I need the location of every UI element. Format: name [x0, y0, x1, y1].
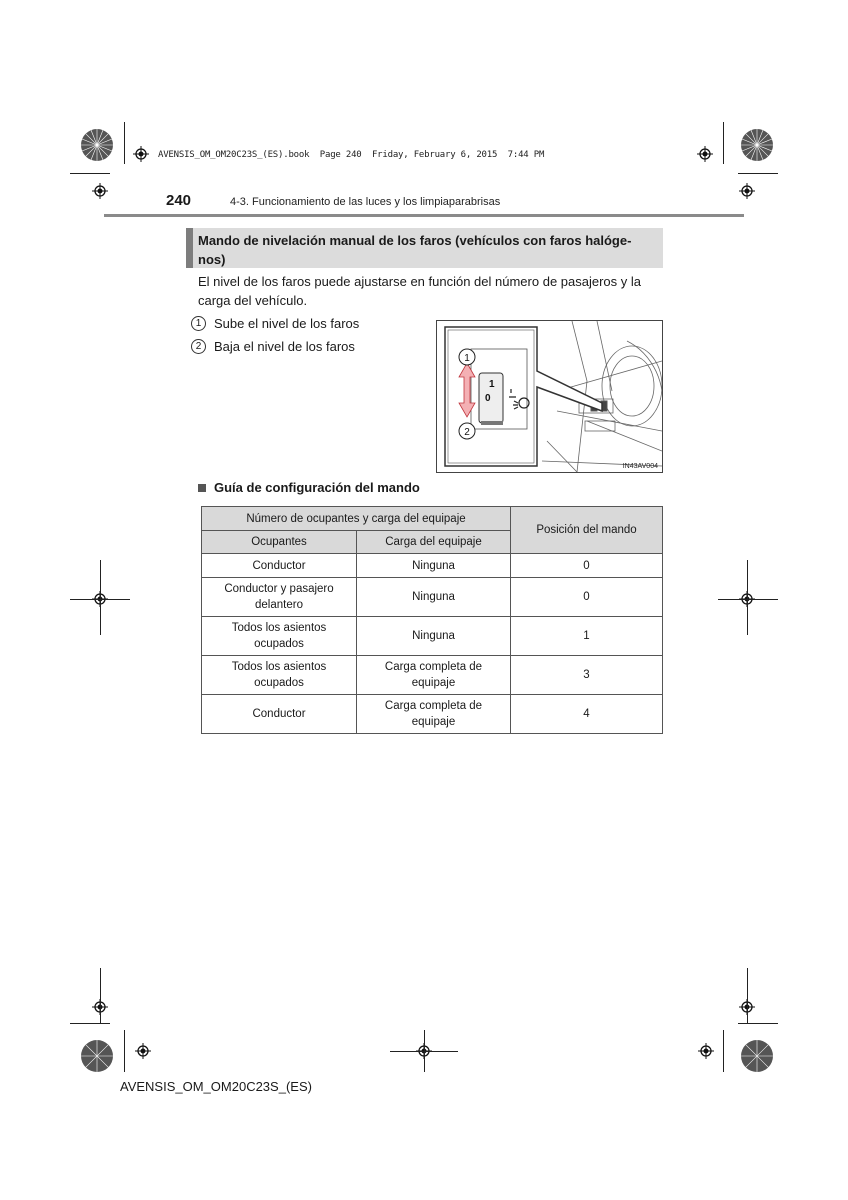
crop-mark	[747, 968, 748, 1023]
occupants-header-cell: Ocupantes	[202, 531, 357, 554]
print-info-line: AVENSIS_OM_OM20C23S_(ES).book Page 240 Friday, February 6, 2015 7:44 PM	[158, 150, 545, 160]
print-rosette-mark	[80, 1039, 114, 1073]
crop-mark	[124, 1030, 125, 1072]
cell-line: Ninguna	[412, 630, 455, 642]
load-cell	[357, 578, 511, 617]
load-cell	[357, 695, 511, 734]
load-header-cell: Carga del equipaje	[357, 531, 511, 554]
print-rosette-mark	[740, 1039, 774, 1073]
load-cell	[357, 617, 511, 656]
table-row	[202, 578, 663, 617]
cell-line: Carga completa de	[384, 700, 483, 712]
cell-line: Carga completa de	[384, 661, 483, 673]
load-cell	[357, 554, 511, 578]
occupants-cell	[202, 578, 357, 617]
section-title-line-2: nos)	[198, 252, 226, 267]
position-cell: 3	[511, 656, 663, 695]
subheading-text: Guía de configuración del mando	[214, 480, 420, 495]
table-header-row	[202, 507, 663, 531]
occupants-cell	[202, 554, 357, 578]
table-row	[202, 554, 663, 578]
list-item-text: Baja el nivel de los faros	[214, 339, 355, 354]
cell-line: ocupados	[254, 638, 304, 650]
circled-number: 1	[191, 316, 206, 331]
cell-line: equipaje	[411, 677, 456, 689]
list-item	[191, 316, 359, 331]
dial-mark-0: 0	[485, 393, 491, 404]
crop-mark	[124, 122, 125, 164]
cell-line: delantero	[255, 599, 303, 611]
crop-mark	[70, 1023, 110, 1024]
cell-line: Todos los asientos	[231, 661, 327, 673]
list-item-text: Sube el nivel de los faros	[214, 316, 360, 331]
registration-mark	[697, 146, 713, 162]
configuration-table	[201, 506, 663, 734]
cell-line: Ninguna	[412, 591, 455, 603]
position-cell: 0	[511, 554, 663, 578]
registration-mark	[135, 1043, 151, 1059]
crop-mark	[424, 1030, 425, 1072]
occupants-cell	[202, 617, 357, 656]
square-bullet-icon	[198, 484, 206, 492]
crop-mark	[70, 599, 130, 600]
cell-line: Todos los asientos	[231, 622, 327, 634]
dial-mark-1: 1	[489, 379, 495, 390]
leveling-dial-drawing	[437, 321, 662, 472]
callout-2: 2	[464, 427, 470, 438]
registration-mark	[92, 183, 108, 199]
circled-number: 2	[191, 339, 206, 354]
table-row	[202, 617, 663, 656]
callout-1: 1	[464, 353, 470, 364]
section-title-line-1: Mando de nivelación manual de los faros (vehículos con faros halóge-	[198, 233, 632, 248]
cell-line: Conductor y pasajero	[224, 583, 334, 595]
registration-mark	[739, 183, 755, 199]
cell-line: Conductor	[252, 708, 306, 720]
occupants-cell	[202, 656, 357, 695]
print-rosette-mark	[80, 128, 114, 162]
cell-line: equipaje	[411, 716, 456, 728]
crop-mark	[738, 1023, 778, 1024]
position-cell: 0	[511, 578, 663, 617]
footer-doc-code: AVENSIS_OM_OM20C23S_(ES)	[120, 1079, 312, 1094]
table-row	[202, 695, 663, 734]
list-item	[191, 339, 355, 354]
cell-line: Ninguna	[412, 559, 455, 572]
dashboard-illustration	[436, 320, 663, 473]
table-row	[202, 656, 663, 695]
crop-mark	[723, 122, 724, 164]
header-rule	[104, 214, 744, 217]
position-cell: 1	[511, 617, 663, 656]
section-title	[186, 228, 663, 268]
position-header-cell: Posición del mando	[511, 507, 663, 554]
intro-paragraph: El nivel de los faros puede ajustarse en función del número de pasajeros y la carga del vehículo.	[198, 274, 641, 308]
cell-line: Conductor	[252, 559, 306, 572]
figure-code: IN43AV004	[622, 463, 658, 470]
crop-mark	[718, 599, 778, 600]
group-header-cell: Número de ocupantes y carga del equipaje	[202, 507, 511, 531]
registration-mark	[698, 1043, 714, 1059]
cell-line: ocupados	[254, 677, 304, 689]
page-number: 240	[166, 192, 192, 209]
crop-mark	[723, 1030, 724, 1072]
occupants-cell	[202, 695, 357, 734]
print-rosette-mark	[740, 128, 774, 162]
crop-mark	[70, 173, 110, 174]
crop-mark	[747, 560, 748, 635]
running-header: 4-3. Funcionamiento de las luces y los limpiaparabrisas	[230, 196, 501, 208]
position-cell: 4	[511, 695, 663, 734]
load-cell	[357, 656, 511, 695]
table-subheading	[198, 480, 420, 495]
crop-mark	[100, 968, 101, 1023]
registration-mark	[133, 146, 149, 162]
crop-mark	[738, 173, 778, 174]
crop-mark	[100, 560, 101, 635]
